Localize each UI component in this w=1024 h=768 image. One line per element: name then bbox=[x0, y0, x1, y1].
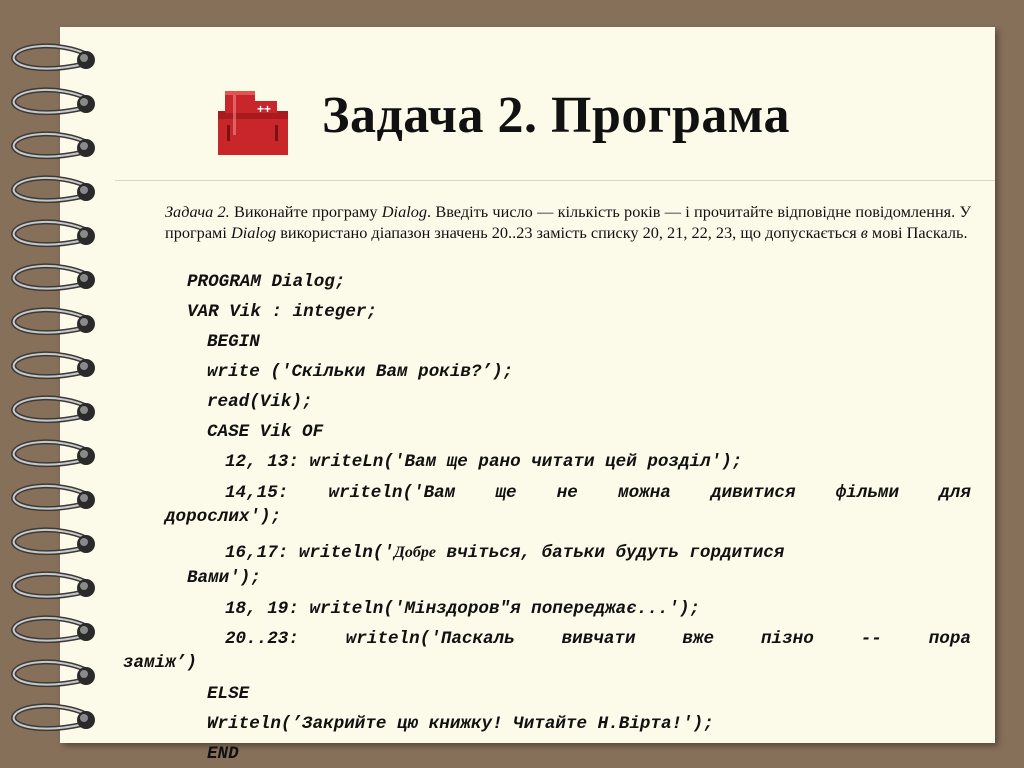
code-word: для bbox=[939, 483, 971, 503]
code-line: 12, 13: writeLn('Вам ще рано читати цей розділ'); bbox=[225, 452, 743, 472]
spiral-ring-icon bbox=[0, 524, 110, 568]
code-line: Writeln(’Закрийте цю книжку! Читайте Н.Вірта!'); bbox=[207, 714, 714, 734]
code-fragment: 16,17: writeln(' bbox=[225, 543, 394, 563]
code-word: не bbox=[556, 483, 578, 503]
code-line: CASE Vik OF bbox=[207, 422, 324, 442]
spiral-ring-icon bbox=[0, 480, 110, 524]
intro-text: мові Паскаль. bbox=[867, 222, 968, 242]
code-line: Вами'); bbox=[187, 568, 261, 588]
code-line: read(Vik); bbox=[207, 392, 313, 412]
code-fragment: вчіться, батьки будуть гордитися bbox=[435, 543, 785, 563]
code-line: BEGIN bbox=[207, 332, 260, 352]
svg-text:++: ++ bbox=[257, 102, 272, 116]
spiral-ring-icon bbox=[0, 568, 110, 612]
code-word: ще bbox=[495, 483, 517, 503]
spiral-ring-icon bbox=[0, 656, 110, 700]
program-name: Dialog bbox=[230, 222, 277, 242]
intro-text: . Введіть число — кількість років — і прочитайте відповідне повідомлення. У програмі bbox=[165, 202, 971, 242]
code-fragment: Добре bbox=[393, 544, 436, 561]
code-word: пізно bbox=[761, 629, 814, 649]
code-line: END bbox=[207, 744, 239, 764]
intro-text: Виконайте програму bbox=[229, 202, 382, 221]
spiral-ring-icon bbox=[0, 392, 110, 436]
code-word: дивитися bbox=[711, 483, 796, 503]
code-word: фільми bbox=[835, 483, 900, 503]
code-line: write ('Скільки Вам років?’); bbox=[207, 362, 514, 382]
spiral-ring-icon bbox=[0, 612, 110, 656]
code-word: 14,15: bbox=[225, 483, 289, 503]
code-line bbox=[225, 629, 971, 649]
code-line bbox=[225, 483, 971, 503]
code-line: 18, 19: writeln('Мінздоров"я попереджає...'); bbox=[225, 599, 701, 619]
page-title: Задача 2. Програма bbox=[322, 87, 790, 144]
code-word: -- bbox=[860, 629, 882, 649]
books-toolbox-icon bbox=[215, 89, 291, 157]
spiral-ring-icon bbox=[0, 436, 110, 480]
spiral-ring-icon bbox=[0, 700, 110, 744]
intro-text: використано діапазон значень 20..23 замість списку 20, 21, 22, 23, що допускається bbox=[276, 222, 861, 242]
code-word: вивчати bbox=[561, 629, 636, 649]
code-word: writeln('Вам bbox=[328, 483, 456, 503]
intro-italic: в bbox=[860, 222, 868, 242]
code-line: VAR Vik : integer; bbox=[187, 302, 378, 322]
task-label: Задача 2. bbox=[165, 202, 230, 221]
code-word: пора bbox=[928, 629, 971, 649]
code-line: ELSE bbox=[207, 684, 250, 704]
program-name: Dialog bbox=[381, 202, 428, 221]
code-word: writeln('Паскаль bbox=[345, 629, 515, 649]
code-line: заміж’) bbox=[123, 653, 197, 673]
code-line bbox=[225, 543, 784, 563]
code-word: вже bbox=[682, 629, 715, 649]
code-word: 20..23: bbox=[225, 629, 299, 649]
code-word: можна bbox=[618, 483, 671, 503]
title-divider bbox=[115, 180, 995, 181]
code-line: дорослих'); bbox=[165, 507, 282, 527]
task-description bbox=[165, 202, 971, 243]
code-line: PROGRAM Dialog; bbox=[187, 272, 346, 292]
